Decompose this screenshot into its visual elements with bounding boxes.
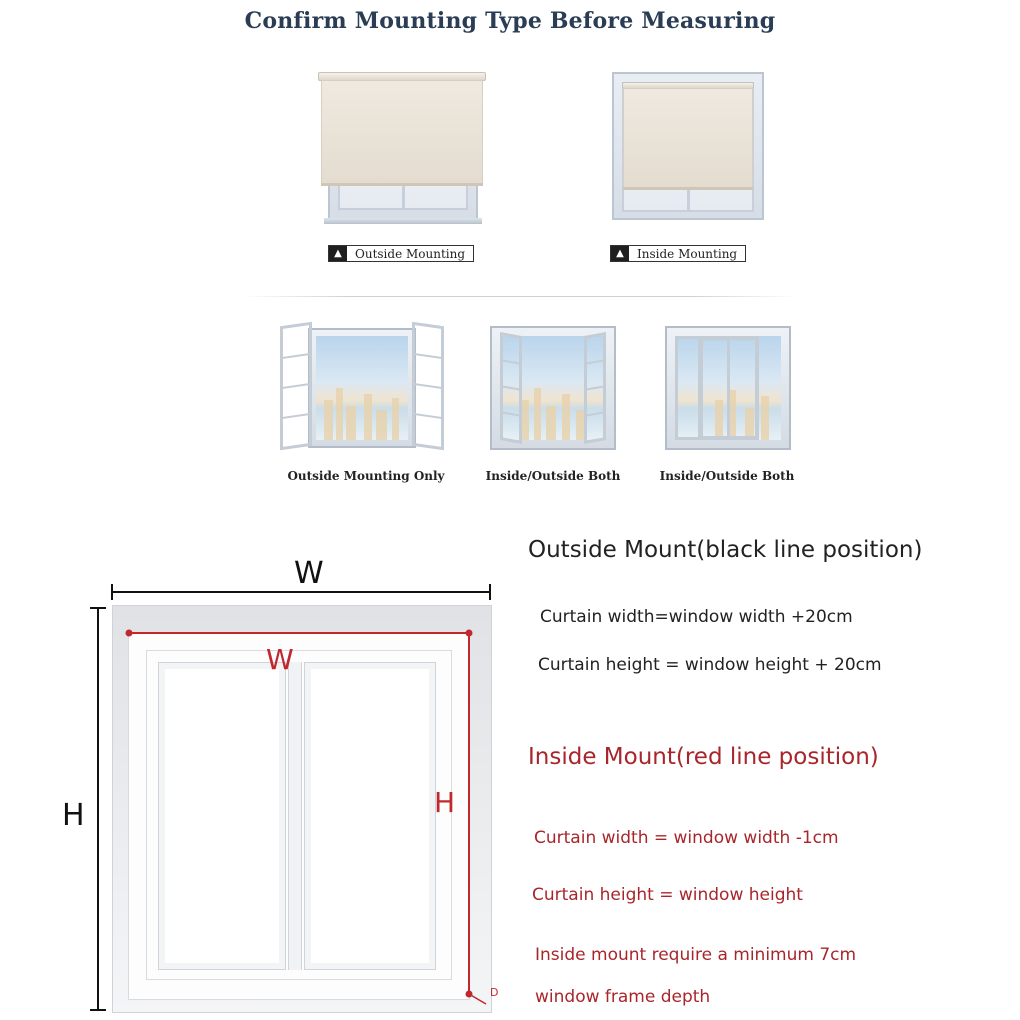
- window-type-caption: Outside Mounting Only: [287, 469, 445, 483]
- window-type-caption: Inside/Outside Both: [485, 469, 621, 483]
- depth-label: D: [490, 986, 499, 999]
- chevron-up-icon: ▲: [611, 246, 629, 261]
- window-type-caption: Inside/Outside Both: [659, 469, 795, 483]
- outer-height-label: H: [62, 798, 85, 833]
- outer-width-label: W: [294, 556, 324, 591]
- depth-line: [469, 994, 486, 1004]
- inside-mounting-label: Inside Mounting: [637, 246, 738, 261]
- inside-mount-depth-rule-cont: window frame depth: [535, 987, 711, 1007]
- inside-mount-height-rule: Curtain height = window height: [532, 885, 803, 905]
- chevron-up-icon: ▲: [329, 246, 347, 261]
- outside-mount-height-rule: Curtain height = window height + 20cm: [538, 655, 882, 675]
- outside-mounting-label: Outside Mounting: [355, 246, 466, 261]
- page-title: Confirm Mounting Type Before Measuring: [244, 8, 776, 34]
- inside-mount-width-rule: Curtain width = window width -1cm: [534, 828, 839, 848]
- outside-mount-heading: Outside Mount(black line position): [528, 537, 923, 563]
- inside-mount-depth-rule: Inside mount require a minimum 7cm: [535, 945, 857, 965]
- inside-width-start-dot: [126, 630, 133, 637]
- inner-width-label: W: [266, 643, 294, 676]
- outside-mount-width-rule: Curtain width=window width +20cm: [540, 607, 853, 627]
- inside-mount-heading: Inside Mount(red line position): [528, 744, 879, 770]
- inner-height-label: H: [434, 786, 456, 819]
